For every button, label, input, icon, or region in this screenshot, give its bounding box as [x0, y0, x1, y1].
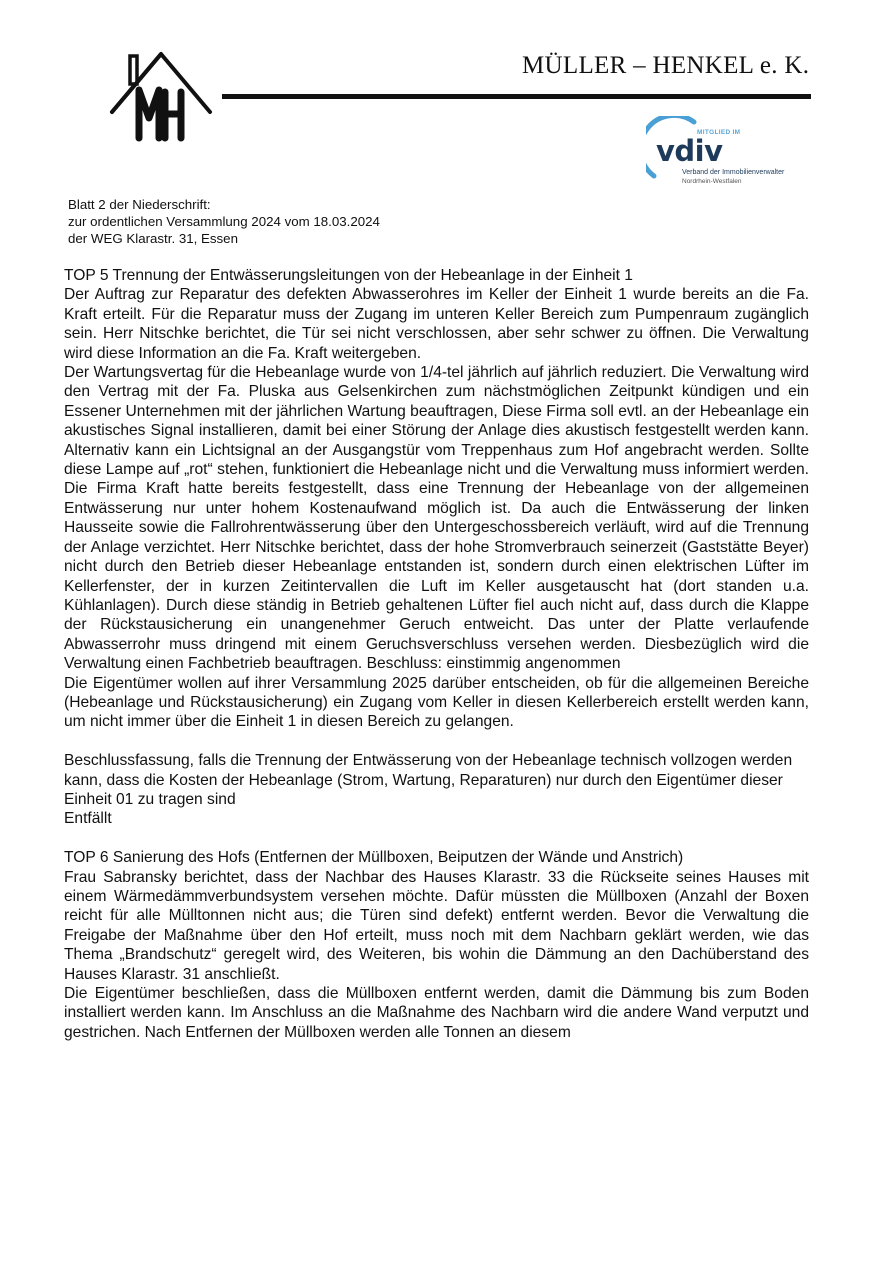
top6-paragraph-1: Frau Sabransky berichtet, dass der Nachbar des Hauses Klarastr. 33 die Rückseite seines Hauses mit einem Wärmedämmverbundsystem versehen möchte. Dafür müssten die Müllboxen (Anzahl der Boxen reicht für alle Mülltonnen nicht aus; die Türen sind defekt) entfernt werden. Bevor die Verwaltung die Freigabe der Maßnahme über den Hof erteilt, muss noch mit dem Nachbarn geklärt werden, wie das Thema „Brandschutz“ geregelt wird, des Weiteren, bis wohin die Dämmung an den Dachüberstand des Hauses Klarastr. 31 anschließt.	[64, 868, 809, 983]
house-logo-icon	[108, 50, 214, 146]
beschlussfassung-status: Entfällt	[64, 810, 112, 828]
vdiv-region: Nordrhein-Westfalen	[682, 178, 742, 185]
top5-paragraph-2-text: Der Wartungsvertag für die Hebeanlage wurde von 1/4-tel jährlich auf jährlich reduziert. Die Verwaltung wird den Vertrag mit der Fa. Pluska aus Gelsenkirchen zum nächstmöglichen Zeitpunkt kündigen und ein Essener Unternehmen mit der jährlichen Wartung beauftragen, Diese Firma soll evtl. an der Hebeanlage ein akustisches Signal installieren, damit bei einer Störung der Anlage dies akustisch festgestellt werden kann. Alternativ kann ein Lichtsignal an der Ausgangstür vom Treppenhaus zum Hof angebracht werden. Sollte diese Lampe auf „rot“ stehen, funktioniert die Hebeanlage nicht und die Verwaltung muss informiert werden. Die Firma Kraft hatte bereits festgestellt, dass eine Trennung der Hebeanlage von der allgemeinen Entwässerung nur unter hohem Kostenaufwand möglich ist. Da auch die Entwässerung der linken Hausseite sowie die Fallrohrentwässerung über den Untergeschossbereich verläuft, wird auf die Trennung der Anlage verzichtet. Herr Nitschke berichtet, dass der hohe Stromverbrauch seinerzeit (Gaststätte Beyer) nicht durch den Betrieb dieser Hebeanlage entstanden ist, sondern durch einen elektrischen Lüfter im Kellerfenster, der in kurzen Zeitintervallen die Luft im Keller ausgetauscht hat (dort standen u.a. Kühlanlagen). Durch diese ständig in Betrieb gehaltenen Lüfter fiel auch nicht auf, dass durch die Klappe der Rückstausicherung ein unangenehmer Geruch entweicht. Das unter der Platte verlaufende Abwasserrohr muss dringend mit einem Geruchsverschluss versehen werden. Diesbezüglich wird die Verwaltung einen Fachbetrieb beauftragen.	[64, 364, 809, 673]
minutes-meta	[68, 196, 380, 247]
vdiv-subtitle: Verband der Immobilienverwalter	[682, 169, 785, 176]
top6-paragraph-2: Die Eigentümer beschließen, dass die Müllboxen entfernt werden, damit die Dämmung bis zum Boden installiert werden kann. Im Anschluss an die Maßnahme des Nachbarn wird die andere Wand verputzt und gestrichen. Nach Entfernen der Müllboxen werden alle Tonnen an diesem	[64, 985, 809, 1041]
top5-paragraph-3: Die Eigentümer wollen auf ihrer Versammlung 2025 darüber entscheiden, ob für die allgemeinen Bereiche (Hebeanlage und Rückstausicherung) ein Zugang vom Keller in diesen Kellerbereich erstellt werden kann, um nicht immer über die Einheit 1 in diesen Bereich zu gelangen.	[64, 674, 809, 731]
top5-resolution: Beschluss: einstimmig angenommen	[366, 655, 621, 673]
vdiv-wordmark: vdiv	[656, 134, 723, 168]
minutes-body	[64, 266, 809, 1042]
header-rule	[222, 94, 811, 99]
top5-paragraph-1: Der Auftrag zur Reparatur des defekten Abwasserohres im Keller der Einheit 1 wurde bereits an die Fa. Kraft erteilt. Für die Reparatur muss der Zugang im unteren Keller Bereich zum Pumpenraum zugänglich sein. Herr Nitschke berichtet, die Tür sei nicht verschlossen, aber sehr schwer zu öffnen. Die Verwaltung wird diese Information an die Fa. Kraft weitergeben.	[64, 286, 809, 362]
top5-heading: TOP 5 Trennung der Entwässerungsleitungen von der Hebeanlage in der Einheit 1	[64, 267, 633, 284]
spacer	[64, 829, 809, 848]
top6-heading: TOP 6 Sanierung des Hofs (Entfernen der Müllboxen, Beiputzen der Wände und Anstrich)	[64, 849, 684, 867]
spacer	[64, 732, 809, 751]
weg-address: der WEG Klarastr. 31, Essen	[68, 231, 238, 246]
vdiv-mitglied-label: MITGLIED IM	[697, 129, 741, 136]
house-mh-logo	[108, 50, 214, 146]
company-name: MÜLLER – HENKEL e. K.	[522, 52, 810, 79]
sheet-label: Blatt 2 der Niederschrift:	[68, 197, 211, 212]
beschlussfassung-text: Beschlussfassung, falls die Trennung der Entwässerung von der Hebeanlage technisch vollzogen werden kann, dass die Kosten der Hebeanlage (Strom, Wartung, Reparaturen) nur durch den Eigentümer dieser Einheit 01 zu tragen sind	[64, 752, 793, 808]
vdiv-member-badge	[646, 116, 811, 190]
top5-paragraph-2	[64, 363, 809, 674]
meeting-info: zur ordentlichen Versammlung 2024 vom 18.03.2024	[68, 214, 380, 229]
